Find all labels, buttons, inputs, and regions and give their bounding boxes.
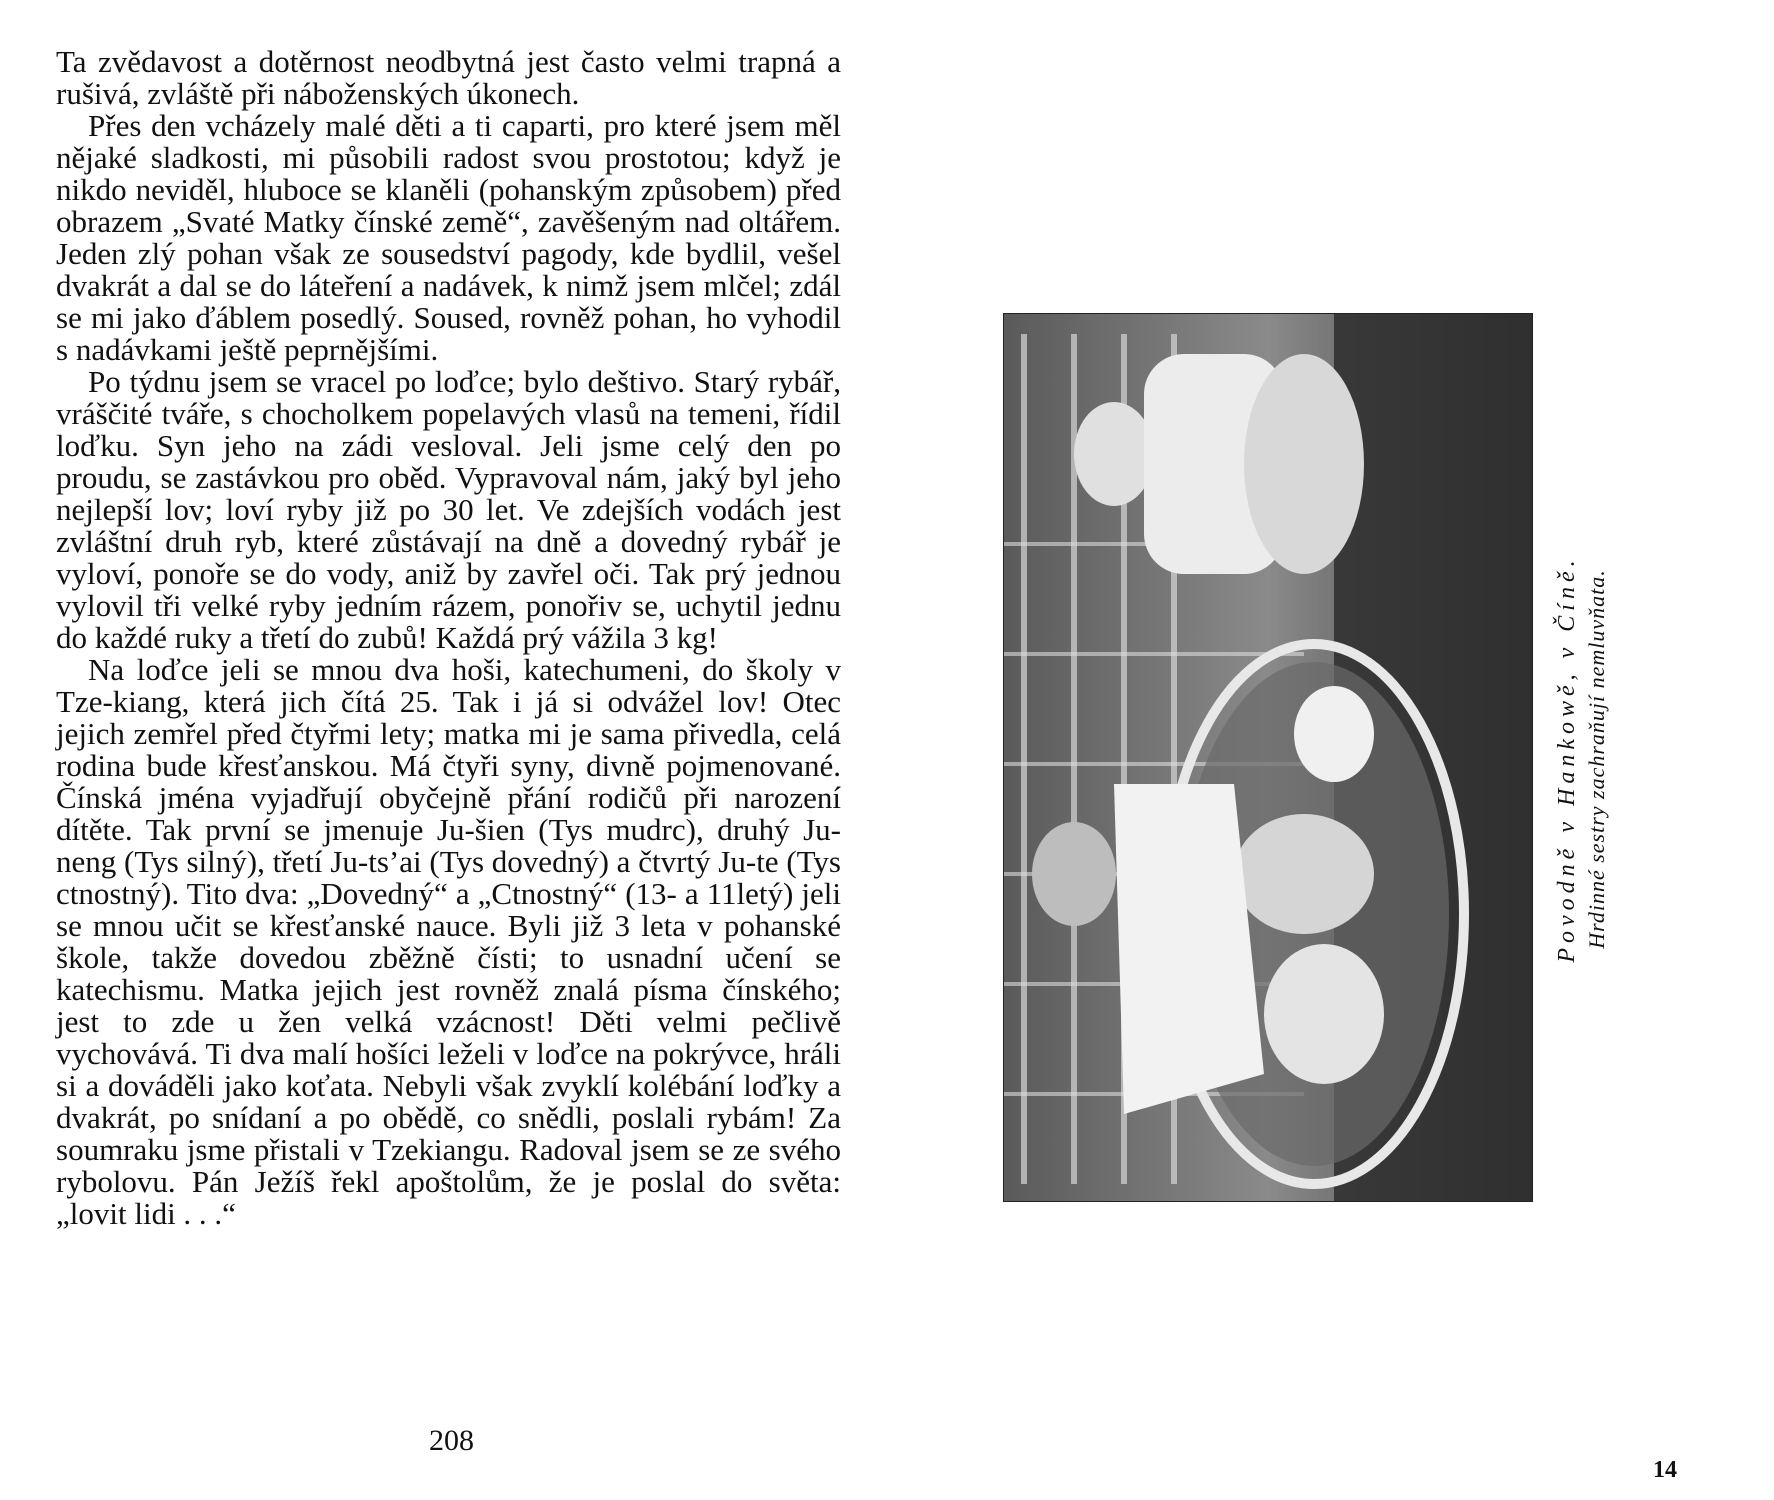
caption-line-2: Hrdinné sestry zachraňují nemluvňata. [1584, 569, 1609, 949]
flood-photograph [1003, 313, 1533, 1202]
photo-caption-rotated [1552, 499, 1612, 1019]
paragraph-4: Na loďce jeli se mnou dva hoši, katechumeni, do školy v Tze-kiang, která jich čítá 25. Tak i já si odvážel lov! Otec jejich zemřel před čtyřmi lety; matka mi je sama přivedla, celá rodina bude křesťanskou. Má čtyři syny, divně pojmenované. Čínská jména vyjadřují obyčejně přání rodičů při narození dítěte. Tak první se jmenuje Ju-šien (Tys mudrc), druhý Ju-neng (Tys silný), třetí Ju-ts’ai (Tys dovedný) a čtvrtý Ju-te (Tys ctnostný). Tito dva: „Dovedný“ a „Ctnostný“ (13- a 11letý) jeli se mnou učit se křesťanské nauce. Byli již 3 leta v pohanské škole, takže dovedou zběžně čísti; to usnadní učení se katechismu. Matka jejich jest rovněž znalá písma čínského; jest to zde u žen velká vzácnost! Děti velmi pečlivě vychovává. Ti dva malí hošíci leželi v loďce na pokrývce, hráli si a dováděli jako koťata. Nebyli však zvyklí kolébání loďky a dvakrát, po snídaní a po obědě, co snědli, poslali rybám! Za soumraku jsme přistali v Tzekiangu. Radoval jsem se ze svého rybolovu. Pán Ježíš řekl apoštolům, že je poslal do světa: „lovit lidi . . .“ [56, 652, 841, 1231]
paragraph-2: Přes den vcházely malé děti a ti caparti, pro které jsem měl nějaké sladkosti, mi působili radost svou prostotou; když je nikdo neviděl, hluboce se klaněli (pohanským způsobem) před obrazem „Svaté Matky čínské země“, zavěšeným nad oltářem. Jeden zlý pohan však ze sousedství pagody, kde bydlil, vešel dvakrát a dal se do láteření a nadávek, k nimž jsem mlčel; zdál se mi jako ďáblem posedlý. Soused, rovněž pohan, ho vyhodil s nadávkami ještě peprnějšími. [56, 108, 841, 367]
right-page-number: 14 [1653, 1457, 1677, 1483]
caption-line-1: Povodně v Hankowě, v Číně. [1554, 555, 1580, 963]
left-page-number: 208 [429, 1424, 474, 1457]
left-page [56, 46, 841, 1230]
paragraph-3: Po týdnu jsem se vracel po loďce; bylo deštivo. Starý rybář, vráščité tváře, s chocholkem popelavých vlasů na temeni, řídil loďku. Syn jeho na zádi vesloval. Jeli jsme celý den po proudu, se zastávkou pro oběd. Vypravoval nám, jaký byl jeho nejlepší lov; loví ryby již po 30 let. Ve zdejších vodách jest zvláštní druh ryb, které zůstávají na dně a dovedný rybář je vyloví, ponoře se do vody, aniž by zavřel oči. Tak prý jednou vylovil tři velké ryby jedním rázem, ponořiv se, uchytil jednu do každé ruky a třetí do zubů! Každá prý vážila 3 kg! [56, 364, 841, 655]
photograph-illustration [1004, 314, 1532, 1201]
paragraph-1: Ta zvědavost a dotěrnost neodbytná jest často velmi trapná a rušivá, zvláště při náboženských úkonech. [56, 44, 841, 111]
